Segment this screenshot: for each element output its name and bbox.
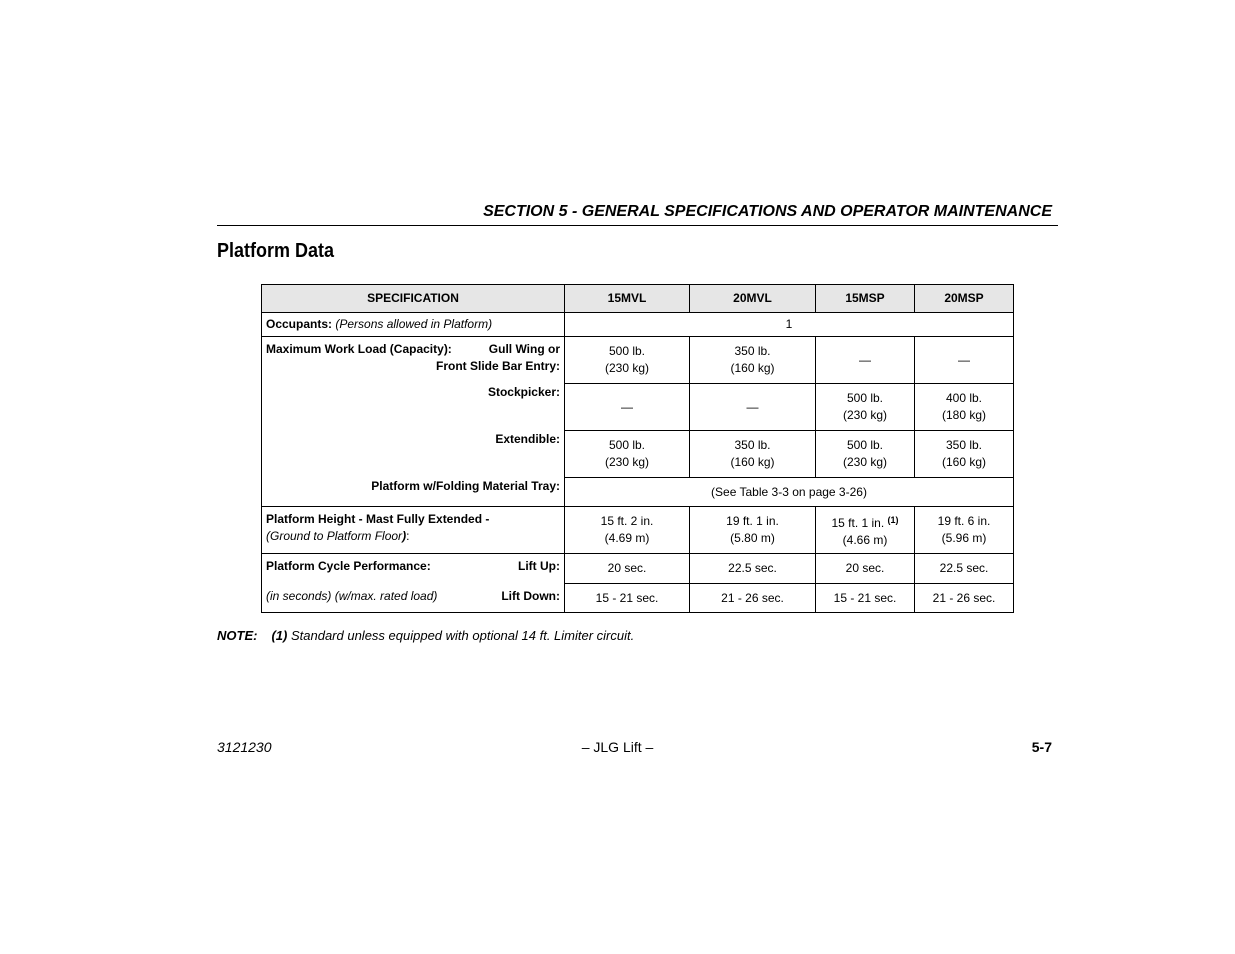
value-cell: 15 ft. 1 in. $^{(1)}$ (4.66 m)	[816, 507, 915, 554]
table-row	[262, 507, 1014, 554]
max-work-load-label-cell	[262, 337, 565, 507]
value-cell: 20 sec.	[816, 554, 915, 584]
value-cell: 20 sec.	[565, 554, 690, 584]
footnote-ref: (1)	[887, 514, 899, 525]
occupants-value: 1	[565, 313, 1014, 337]
footer-brand: – JLG Lift –	[581, 739, 654, 755]
cycle-label: Platform Cycle Performance:	[266, 559, 431, 573]
table-row	[262, 337, 1014, 384]
footnote	[217, 627, 634, 645]
doc-number: 3121230	[217, 739, 272, 755]
value-cell: 22.5 sec.	[915, 554, 1014, 584]
value-cell: 15 - 21 sec.	[816, 584, 915, 613]
page-number: 5-7	[1031, 739, 1052, 755]
column-header: SPECIFICATION	[262, 285, 565, 313]
value-cell: —	[565, 384, 690, 431]
folding-tray-value: (See Table 3-3 on page 3-26)	[565, 478, 1014, 507]
value-cell: 400 lb. (180 kg)	[915, 384, 1014, 431]
value-cell: 500 lb. (230 kg)	[816, 431, 915, 478]
value-cell: 500 lb. (230 kg)	[816, 384, 915, 431]
table-row	[262, 313, 1014, 337]
column-header: 20MSP	[915, 285, 1014, 313]
value-cell: 500 lb. (230 kg)	[565, 431, 690, 478]
value-cell: 350 lb. (160 kg)	[690, 337, 816, 384]
occupants-sub: (Persons allowed in Platform)	[335, 317, 493, 331]
folding-tray-label: Platform w/Folding Material Tray:	[371, 479, 560, 493]
stockpicker-label: Stockpicker:	[487, 385, 560, 399]
value-cell: 21 - 26 sec.	[915, 584, 1014, 613]
note-text: Standard unless equipped with optional 14 ft. Limiter circuit.	[290, 628, 635, 643]
platform-height-label: Platform Height - Mast Fully Extended -	[266, 512, 490, 526]
value-cell: 15 - 21 sec.	[565, 584, 690, 613]
cycle-sub: (in seconds) (w/max. rated load)	[266, 589, 438, 603]
column-header: 20MVL	[690, 285, 816, 313]
platform-height-sub: (Ground to Platform Floor	[266, 529, 403, 543]
extendible-label: Extendible:	[495, 432, 560, 446]
note-ref: (1)	[271, 628, 288, 643]
column-header: 15MSP	[816, 285, 915, 313]
value-cell: 22.5 sec.	[690, 554, 816, 584]
gull-wing-label: Gull Wing or	[488, 342, 560, 356]
value-cell: 21 - 26 sec.	[690, 584, 816, 613]
value-cell: —	[690, 384, 816, 431]
value-cell: —	[915, 337, 1014, 384]
table-row	[262, 554, 1014, 584]
section-header: SECTION 5 - GENERAL SPECIFICATIONS AND OPERATOR MAINTENANCE	[483, 203, 1052, 220]
column-header: 15MVL	[565, 285, 690, 313]
lift-down-label: Lift Down:	[501, 589, 560, 603]
lift-up-label: Lift Up:	[518, 559, 560, 573]
value-cell: —	[816, 337, 915, 384]
page-title: Platform Data	[217, 240, 335, 262]
value-cell: 350 lb. (160 kg)	[690, 431, 816, 478]
value-cell: 500 lb. (230 kg)	[565, 337, 690, 384]
value-cell: 15 ft. 2 in. (4.69 m)	[565, 507, 690, 554]
table-header-row	[262, 285, 1014, 313]
note-tag: NOTE:	[217, 628, 258, 643]
max-work-load-label: Maximum Work Load (Capacity):	[266, 342, 452, 356]
occupants-label: Occupants:	[266, 317, 333, 331]
value-cell: 19 ft. 1 in. (5.80 m)	[690, 507, 816, 554]
value-cell: 19 ft. 6 in. (5.96 m)	[915, 507, 1014, 554]
platform-height-label-cell: Platform Height - Mast Fully Extended - (Ground to Platform Floor):	[262, 507, 565, 554]
cycle-label-cell	[262, 554, 565, 613]
header-rule	[217, 225, 1058, 226]
value-cell: 350 lb. (160 kg)	[915, 431, 1014, 478]
front-slide-bar-label: Front Slide Bar Entry:	[435, 359, 560, 373]
platform-data-table	[261, 284, 1014, 613]
occupants-label-cell	[262, 313, 565, 337]
